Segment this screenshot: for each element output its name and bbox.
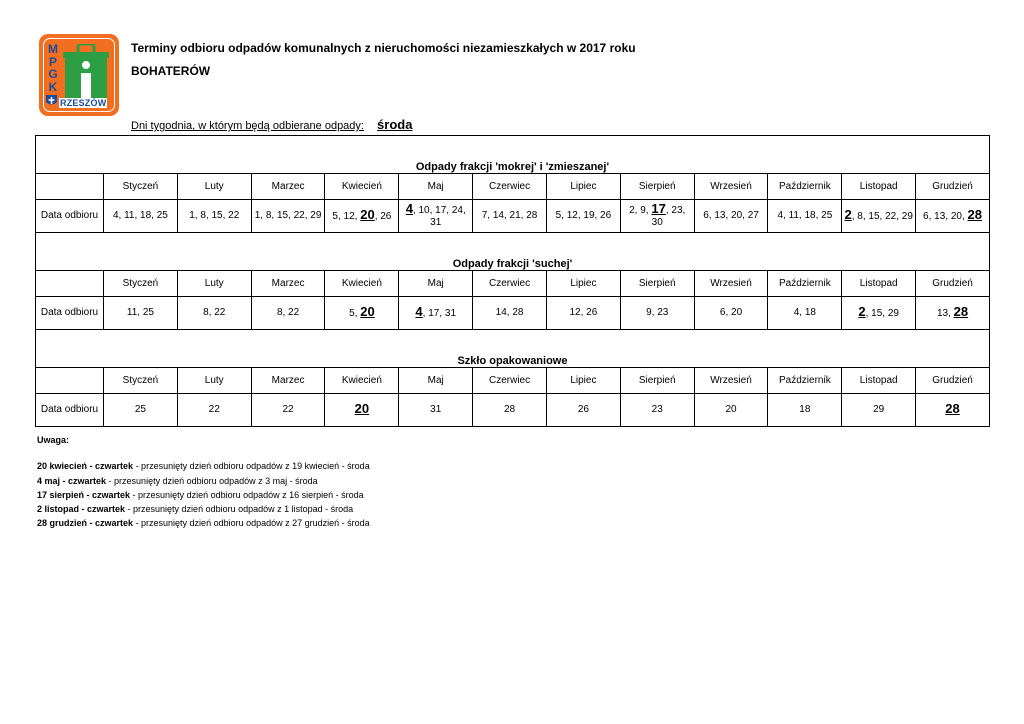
- shifted-date: 20: [354, 401, 370, 416]
- note-item: [37, 502, 370, 516]
- dates-text: 31: [430, 404, 442, 415]
- section-title: Szkło opakowaniowe: [36, 330, 990, 368]
- month-header: Luty: [177, 271, 251, 297]
- section-header-row: [36, 136, 990, 174]
- notes-list: [37, 459, 370, 530]
- shifted-date: 4: [415, 304, 423, 319]
- logo-letter: K: [48, 79, 58, 94]
- row-label: Data odbioru: [36, 297, 104, 330]
- dates-text: 20: [725, 404, 737, 415]
- note-item: [37, 488, 370, 502]
- month-header-row: [36, 271, 990, 297]
- dates-cell: [473, 394, 547, 427]
- dates-text: 8, 22: [276, 307, 300, 318]
- dates-row: [36, 200, 990, 233]
- dates-cell: [177, 200, 251, 233]
- month-header: Lipiec: [546, 174, 620, 200]
- month-header: Listopad: [842, 271, 916, 297]
- shifted-date: 4: [405, 201, 413, 216]
- dates-cell: [325, 297, 399, 330]
- shifted-date: 28: [967, 207, 982, 222]
- dates-cell: [620, 297, 694, 330]
- shifted-date: 28: [945, 401, 960, 416]
- dates-text: , 26: [374, 211, 392, 222]
- dates-cell: [546, 297, 620, 330]
- dates-text: 11, 25: [126, 307, 154, 318]
- logo-letter: P: [48, 54, 57, 69]
- month-header: Marzec: [251, 174, 325, 200]
- dates-text: 23: [651, 404, 663, 415]
- note-text: - przesunięty dzień odbioru odpadów z 16 sierpień - środa: [130, 489, 364, 500]
- dates-text: 2, 9,: [629, 205, 652, 216]
- dates-cell: [546, 394, 620, 427]
- month-header: Wrzesień: [694, 174, 768, 200]
- dates-text: 4, 11, 18, 25: [777, 210, 833, 221]
- dates-text: 1, 8, 15, 22: [189, 210, 240, 221]
- dates-row: [36, 394, 990, 427]
- note-text: - przesunięty dzień odbioru odpadów z 1 listopad - środa: [125, 504, 354, 515]
- note-text: - przesunięty dzień odbioru odpadów z 27 grudzień - środa: [133, 518, 370, 529]
- dates-cell: [620, 200, 694, 233]
- note-item: [37, 516, 370, 530]
- notes-heading: Uwaga:: [37, 435, 70, 445]
- shifted-date: 20: [360, 304, 375, 319]
- schedule-table: [35, 135, 990, 427]
- month-header: Maj: [399, 368, 473, 394]
- dates-text: 22: [208, 404, 220, 415]
- month-header: Luty: [177, 368, 251, 394]
- street-name: BOHATERÓW: [131, 64, 211, 78]
- row-label: Data odbioru: [36, 200, 104, 233]
- dates-text: , 15, 29: [865, 308, 899, 319]
- dates-text: 6, 20: [719, 307, 743, 318]
- dates-cell: [916, 394, 990, 427]
- dates-cell: [104, 200, 178, 233]
- month-header: Wrzesień: [694, 271, 768, 297]
- shifted-date: 2: [858, 304, 866, 319]
- note-item: [37, 474, 370, 488]
- dates-cell: [916, 297, 990, 330]
- dates-cell: [251, 297, 325, 330]
- month-header: Styczeń: [104, 368, 178, 394]
- dates-text: 4, 11, 18, 25: [112, 210, 168, 221]
- dates-cell: [546, 200, 620, 233]
- note-item: [37, 459, 370, 473]
- dates-cell: [399, 297, 473, 330]
- section-title: Odpady frakcji 'suchej': [36, 233, 990, 271]
- logo-letter: G: [48, 67, 58, 81]
- dates-cell: [620, 394, 694, 427]
- month-header: Kwiecień: [325, 368, 399, 394]
- dates-cell: [325, 200, 399, 233]
- page-title: Terminy odbioru odpadów komunalnych z nieruchomości niezamieszkałych w 2017 roku: [131, 41, 636, 55]
- empty-cell: [36, 368, 104, 394]
- dates-cell: [325, 394, 399, 427]
- note-date: 4 maj - czwartek: [37, 475, 107, 486]
- note-date: 28 grudzień - czwartek: [37, 518, 134, 529]
- coat-of-arms-icon: [46, 95, 57, 107]
- dates-text: , 17, 31: [422, 308, 457, 319]
- dates-cell: [104, 394, 178, 427]
- logo-letters: [46, 43, 60, 93]
- shifted-date: 20: [360, 207, 375, 222]
- month-header: Wrzesień: [694, 368, 768, 394]
- mpgk-logo: [39, 34, 119, 116]
- dates-cell: [916, 200, 990, 233]
- note-date: 17 sierpień - czwartek: [37, 489, 131, 500]
- dates-text: 25: [134, 404, 146, 415]
- month-header: Maj: [399, 174, 473, 200]
- month-header: Czerwiec: [473, 271, 547, 297]
- note-text: - przesunięty dzień odbioru odpadów z 3 maj - środa: [106, 475, 318, 486]
- dates-cell: [768, 200, 842, 233]
- dates-cell: [694, 297, 768, 330]
- month-header-row: [36, 368, 990, 394]
- dates-text: 13,: [936, 308, 954, 319]
- month-header: Listopad: [842, 368, 916, 394]
- month-header-row: [36, 174, 990, 200]
- dates-cell: [104, 297, 178, 330]
- month-header: Sierpień: [620, 271, 694, 297]
- dates-text: 5, 12,: [332, 211, 361, 222]
- section-title: Odpady frakcji 'mokrej' i 'zmieszanej': [36, 136, 990, 174]
- month-header: Marzec: [251, 271, 325, 297]
- section-header-row: [36, 330, 990, 368]
- month-header: Styczeń: [104, 271, 178, 297]
- collection-days-label: Dni tygodnia, w którym będą odbierane odpady:: [131, 120, 364, 132]
- shifted-date: 28: [953, 304, 969, 319]
- dates-text: 5, 12, 19, 26: [555, 210, 612, 221]
- dates-cell: [177, 297, 251, 330]
- dates-text: 1, 8, 15, 22, 29: [254, 210, 322, 221]
- month-header: Grudzień: [916, 271, 990, 297]
- dates-text: 28: [503, 404, 516, 415]
- dates-cell: [399, 200, 473, 233]
- dates-cell: [473, 297, 547, 330]
- dates-cell: [768, 394, 842, 427]
- dates-text: , 23, 30: [651, 205, 686, 228]
- dates-cell: [473, 200, 547, 233]
- row-label: Data odbioru: [36, 394, 104, 427]
- logo-city: RZESZÓW: [60, 98, 107, 108]
- note-date: 20 kwiecień - czwartek: [37, 461, 134, 472]
- shifted-date: 17: [651, 201, 666, 216]
- month-header: Kwiecień: [325, 271, 399, 297]
- month-header: Listopad: [842, 174, 916, 200]
- dates-text: 5,: [349, 308, 361, 319]
- month-header: Grudzień: [916, 368, 990, 394]
- dates-text: 14, 28: [495, 307, 524, 318]
- dates-cell: [768, 297, 842, 330]
- dates-text: 26: [577, 404, 589, 415]
- dates-row: [36, 297, 990, 330]
- month-header: Grudzień: [916, 174, 990, 200]
- dates-cell: [251, 394, 325, 427]
- empty-cell: [36, 271, 104, 297]
- dates-text: 18: [799, 404, 811, 415]
- month-header: Luty: [177, 174, 251, 200]
- month-header: Maj: [399, 271, 473, 297]
- dates-cell: [399, 394, 473, 427]
- month-header: Styczeń: [104, 174, 178, 200]
- dates-cell: [842, 297, 916, 330]
- dates-text: 6, 13, 20, 27: [703, 210, 759, 221]
- month-header: Sierpień: [620, 174, 694, 200]
- month-header: Sierpień: [620, 368, 694, 394]
- dates-text: 22: [282, 404, 294, 415]
- logo-letter: M: [48, 42, 58, 56]
- dates-cell: [694, 394, 768, 427]
- dates-text: 12, 26: [569, 307, 598, 318]
- month-header: Październik: [768, 368, 842, 394]
- dates-text: 7, 14, 21, 28: [481, 210, 538, 221]
- collection-days-line: [131, 117, 412, 132]
- dates-cell: [251, 200, 325, 233]
- dates-text: , 10, 17, 24, 31: [412, 205, 466, 228]
- dates-text: 6, 13, 20,: [923, 211, 968, 222]
- waste-bin-icon: [63, 44, 109, 104]
- month-header: Lipiec: [546, 271, 620, 297]
- dates-cell: [694, 200, 768, 233]
- empty-cell: [36, 174, 104, 200]
- collection-day: środa: [377, 117, 413, 132]
- month-header: Czerwiec: [473, 174, 547, 200]
- note-text: - przesunięty dzień odbioru odpadów z 19 kwiecień - środa: [133, 461, 370, 472]
- month-header: Kwiecień: [325, 174, 399, 200]
- note-date: 2 listopad - czwartek: [37, 504, 126, 515]
- shifted-date: 2: [844, 207, 852, 222]
- month-header: Lipiec: [546, 368, 620, 394]
- dates-text: 8, 22: [203, 307, 226, 318]
- dates-cell: [177, 394, 251, 427]
- dates-text: 29: [873, 404, 885, 415]
- section-header-row: [36, 233, 990, 271]
- dates-cell: [842, 394, 916, 427]
- month-header: Marzec: [251, 368, 325, 394]
- dates-text: 9, 23: [646, 307, 669, 318]
- month-header: Październik: [768, 174, 842, 200]
- dates-cell: [842, 200, 916, 233]
- dates-text: , 8, 15, 22, 29: [851, 211, 913, 222]
- notes-section: [37, 433, 370, 531]
- month-header: Październik: [768, 271, 842, 297]
- month-header: Czerwiec: [473, 368, 547, 394]
- dates-text: 4, 18: [793, 307, 816, 318]
